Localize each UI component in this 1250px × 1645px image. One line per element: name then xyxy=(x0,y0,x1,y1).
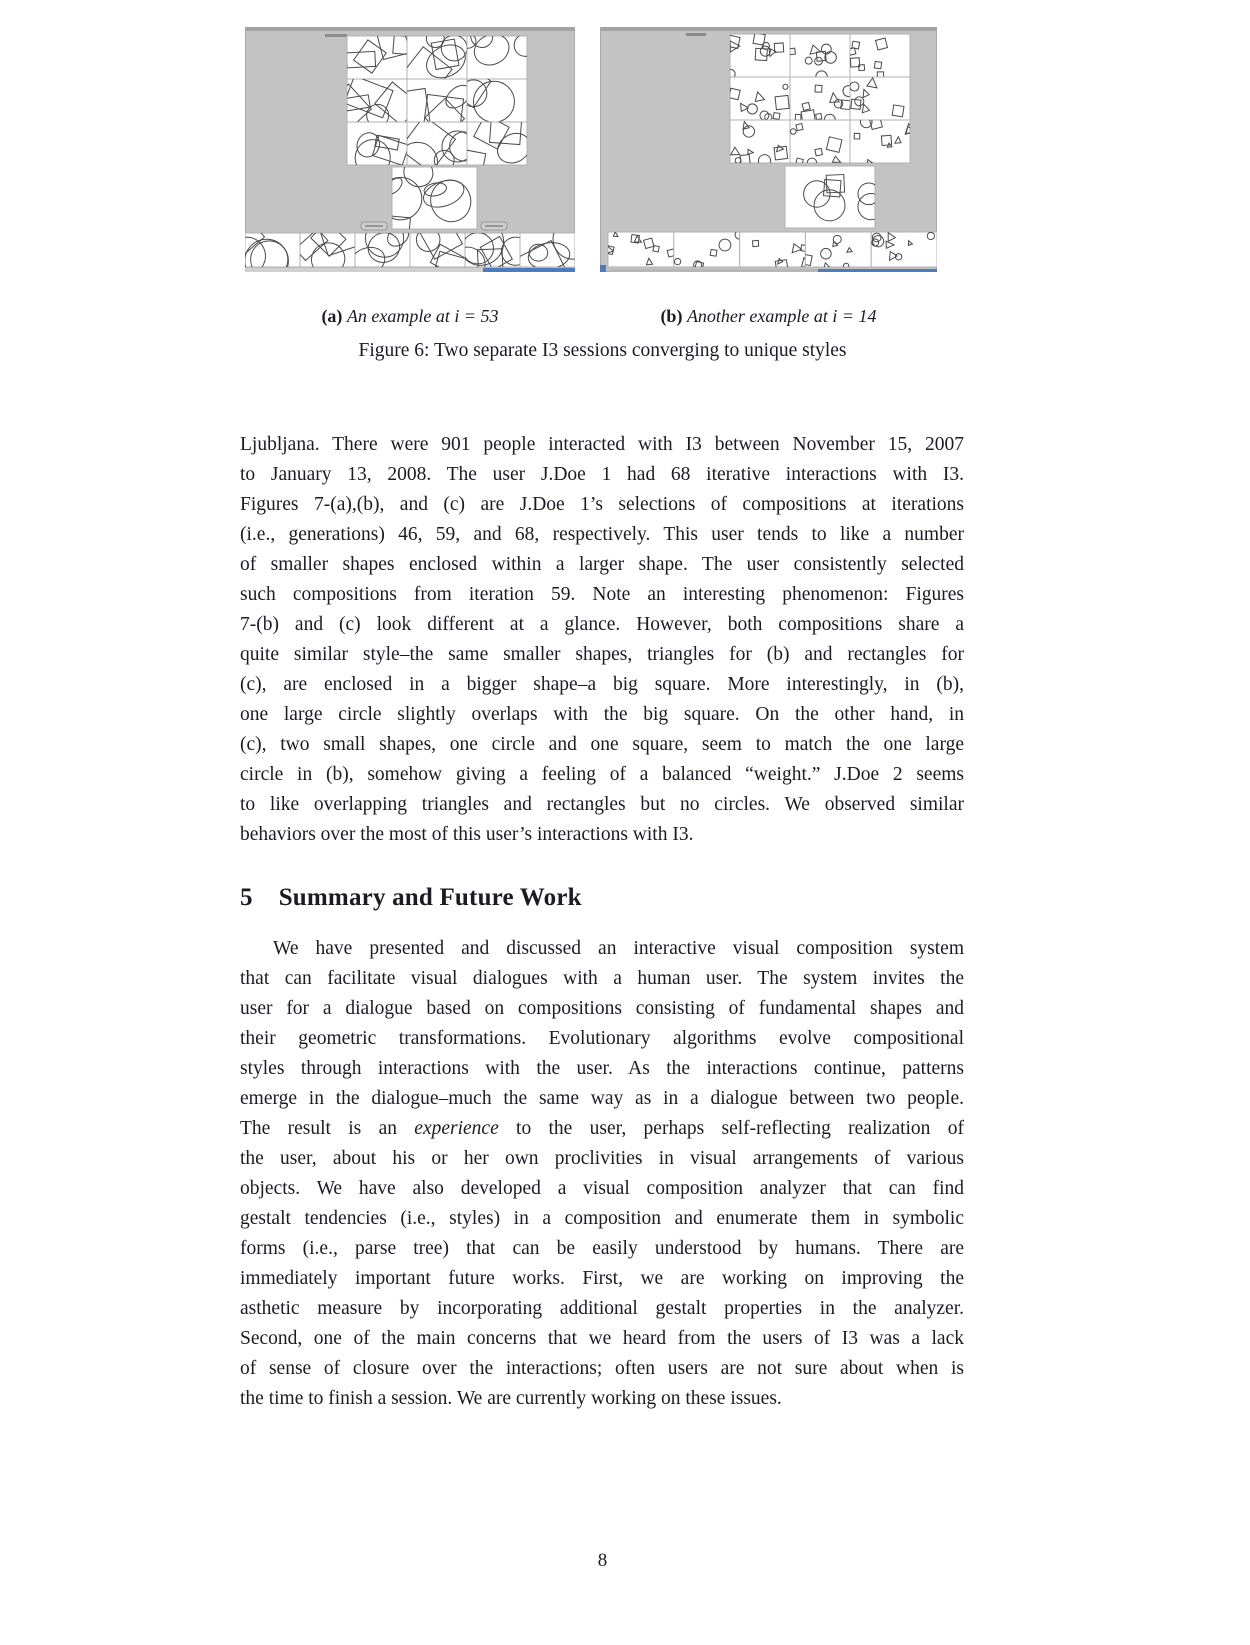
text-segment: (b) xyxy=(660,306,687,326)
text-segment: An example at i = 53 xyxy=(346,306,499,326)
figure-6a-canvas xyxy=(245,27,575,272)
subcaption-b xyxy=(600,306,937,327)
text-line: of sense of closure over the interactions; often users are not sure about when is xyxy=(240,1358,964,1379)
text-line: behaviors over the most of this user’s interactions with I3. xyxy=(240,824,694,845)
text-line: We have presented and discussed an interactive visual composition system xyxy=(273,938,964,959)
text-line: the time to finish a session. We are currently working on these issues. xyxy=(240,1388,782,1409)
text-line: (i.e., generations) 46, 59, and 68, respectively. This user tends to like a number xyxy=(240,524,964,545)
text-line: to January 13, 2008. The user J.Doe 1 had 68 iterative interactions with I3. xyxy=(240,464,964,485)
text-line: one large circle slightly overlaps with the big square. On the other hand, in xyxy=(240,704,964,725)
text-line: Figures 7-(a),(b), and (c) are J.Doe 1’s selections of compositions at iterations xyxy=(240,494,964,515)
text-segment: to the user, perhaps self-reflecting realization of xyxy=(498,1118,964,1139)
figure-6a-screenshot xyxy=(245,27,575,272)
text-line: such compositions from iteration 59. Note an interesting phenomenon: Figures xyxy=(240,584,964,605)
text-line xyxy=(240,1114,964,1144)
text-line: of smaller shapes enclosed within a larger shape. The user consistently selected xyxy=(240,554,964,575)
text-line: their geometric transformations. Evolutionary algorithms evolve compositional xyxy=(240,1028,964,1049)
figure-6b-screenshot xyxy=(600,27,937,272)
text-line: circle in (b), somehow giving a feeling of a balanced “weight.” J.Doe 2 seems xyxy=(240,764,964,785)
text-line: forms (i.e., parse tree) that can be easily understood by humans. There are xyxy=(240,1238,964,1259)
section-number: 5 xyxy=(240,884,253,911)
text-line: immediately important future works. First, we are working on improving the xyxy=(240,1268,964,1289)
section-title: Summary and Future Work xyxy=(278,884,582,911)
text-line: user for a dialogue based on compositions consisting of fundamental shapes and xyxy=(240,998,964,1019)
text-segment: The result is an xyxy=(240,1118,415,1139)
text-segment: experience xyxy=(414,1118,499,1139)
text-line: Second, one of the main concerns that we heard from the users of I3 was a lack xyxy=(240,1328,964,1349)
text-line: objects. We have also developed a visual composition analyzer that can find xyxy=(240,1178,964,1199)
paragraph-2 xyxy=(240,934,964,1414)
text-line: (c), two small shapes, one circle and one square, seem to match the one large xyxy=(240,734,964,755)
paragraph-1 xyxy=(240,430,964,850)
text-line: that can facilitate visual dialogues with a human user. The system invites the xyxy=(240,968,964,989)
text-line: quite similar style–the same smaller shapes, triangles for (b) and rectangles for xyxy=(240,644,964,665)
section-heading xyxy=(240,884,582,912)
depicted-scrollbar-thumb xyxy=(818,269,937,272)
text-line: the user, about his or her own proclivities in visual arrangements of various xyxy=(240,1148,964,1169)
text-line: emerge in the dialogue–much the same way as in a dialogue between two people. xyxy=(240,1088,964,1109)
text-line: (c), are enclosed in a bigger shape–a big square. More interestingly, in (b), xyxy=(240,674,964,695)
figure-6-caption: Figure 6: Two separate I3 sessions converging to unique styles xyxy=(358,340,847,361)
text-segment: Another example at i = 14 xyxy=(686,306,877,326)
depicted-scrollbar-thumb xyxy=(483,268,575,272)
text-line: asthetic measure by incorporating additional gestalt properties in the analyzer. xyxy=(240,1298,964,1319)
page-number: 8 xyxy=(597,1550,608,1571)
figure-6-images xyxy=(245,27,937,272)
text-line: to like overlapping triangles and rectangles but no circles. We observed similar xyxy=(240,794,964,815)
text-line: 7-(b) and (c) look different at a glance. However, both compositions share a xyxy=(240,614,964,635)
subcaption-a xyxy=(245,306,575,327)
text-line: gestalt tendencies (i.e., styles) in a composition and enumerate them in symbolic xyxy=(240,1208,964,1229)
text-segment: (a) xyxy=(321,306,347,326)
text-line: styles through interactions with the user. As the interactions continue, patterns xyxy=(240,1058,964,1079)
text-line: Ljubljana. There were 901 people interacted with I3 between November 15, 2007 xyxy=(240,434,964,455)
figure-6b-canvas xyxy=(600,27,937,272)
